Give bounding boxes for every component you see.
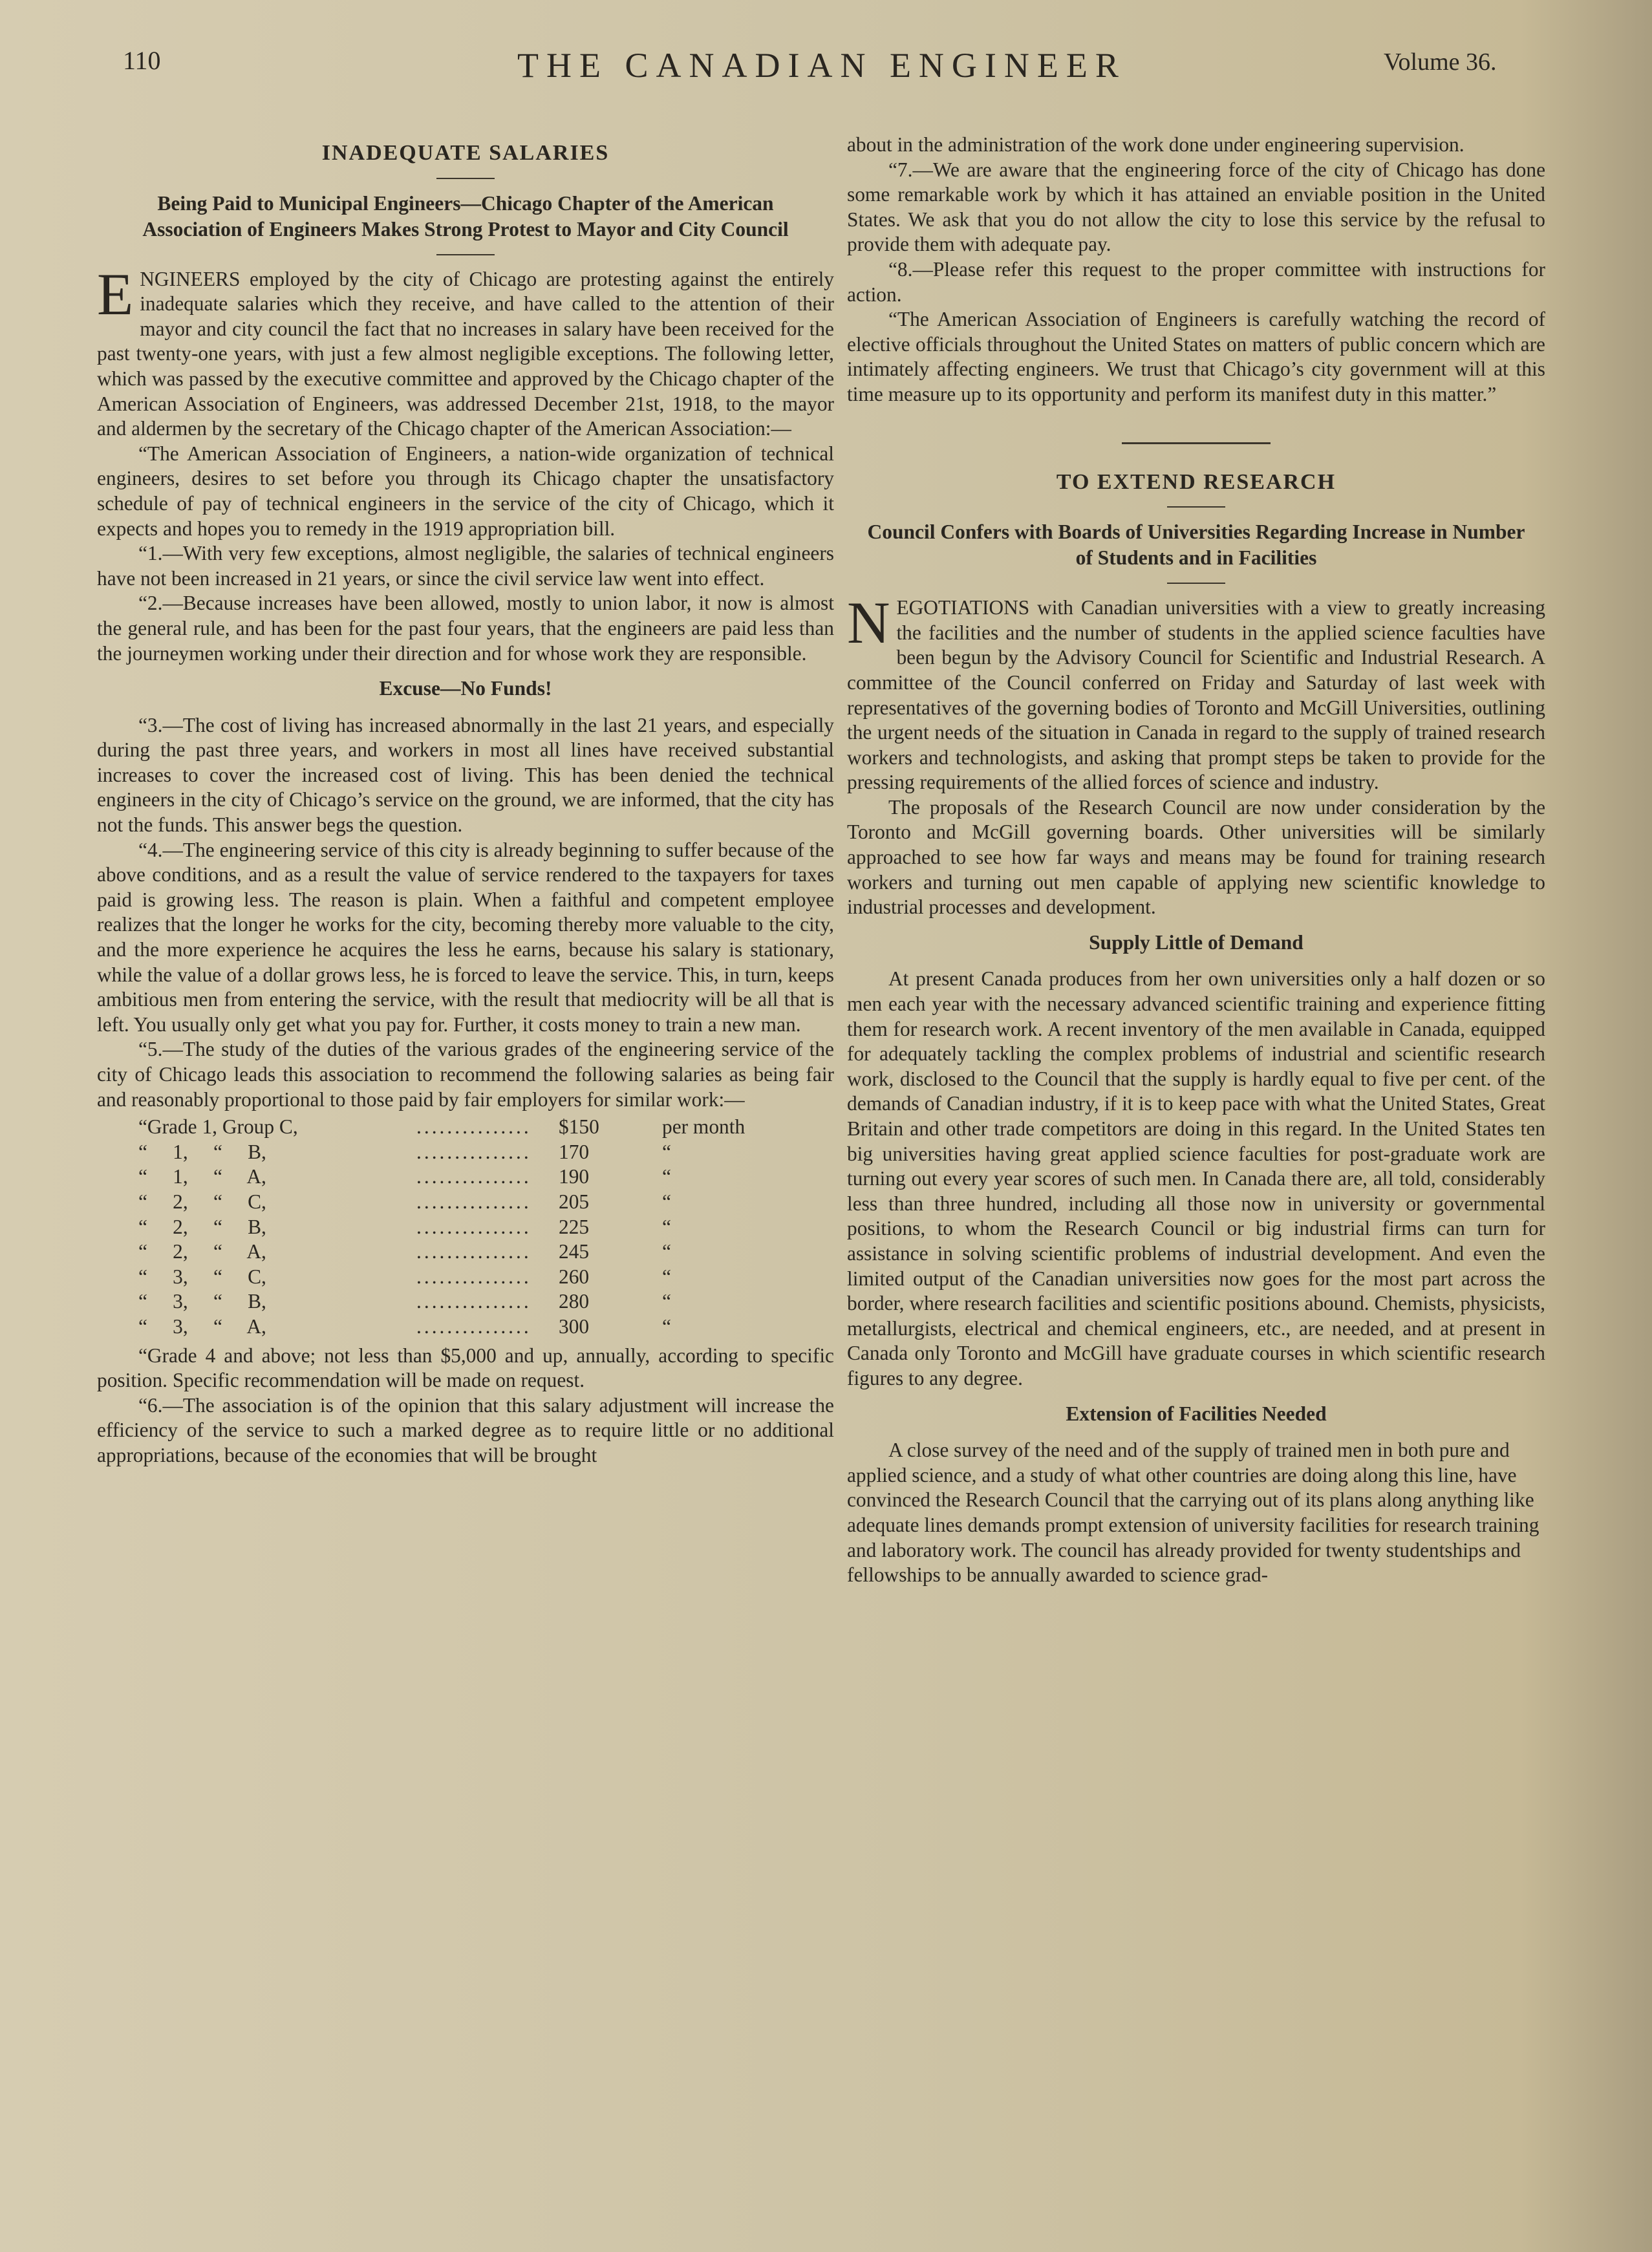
title-rule — [1167, 506, 1225, 508]
article-paragraph: “Grade 4 and above; not less than $5,000 and up, annually, according to specific position. Specific recommendation will be made on request. — [97, 1344, 834, 1392]
amount-cell: 260 — [559, 1265, 590, 1288]
table-row — [97, 1289, 834, 1314]
table-row — [97, 1239, 834, 1265]
unit-cell: “ — [662, 1265, 671, 1288]
article-paragraph — [847, 590, 1545, 795]
grade-cell: “ 2, “ A, — [138, 1240, 266, 1263]
leader-dots: ............... — [416, 1314, 531, 1338]
leader-dots: ............... — [416, 1115, 531, 1139]
article-paragraph: “The American Association of Engineers is carefully watching the record of elective officials throughout the United States on matters of public concern which are intimately affecting engineers. We trust that Chicago’s city government will at this time measure up to its opportunity and perform its manifest duty in this matter.” — [847, 308, 1545, 405]
article-paragraph: “2.—Because increases have been allowed, mostly to union labor, it now is almost the general rule, and has been for the past four years, that the engineers are paid less than the journeymen working under their direction and for whose work they are responsible. — [97, 592, 834, 665]
article-title: TO EXTEND RESEARCH — [1056, 469, 1336, 494]
article-paragraph: “4.—The engineering service of this city is already beginning to suffer because of the above conditions, and as a result the value of service rendered to the taxpayers for taxes paid is growing less. The reason is plain. When a faithful and competent employee realizes that the longer he works for the city, becoming thereby more valuable to the city, and the more experience he acquires the less he earns, because his salary is stationary, while the value of a dollar grows less, he is forced to leave the service. This, in turn, keeps ambitious men from entering the service, with the result that mediocrity will be all that is left. You usually only get what you pay for. Further, it costs money to train a new man. — [97, 838, 834, 1036]
amount-cell: 300 — [559, 1314, 590, 1338]
leader-dots: ............... — [416, 1215, 531, 1238]
right-column — [847, 133, 1545, 1588]
grade-cell: “ 2, “ C, — [138, 1190, 266, 1213]
table-row — [97, 1265, 834, 1290]
grade-cell: “ 3, “ B, — [138, 1290, 266, 1313]
article-paragraph: “The American Association of Engineers, a nation-wide organization of technical engineers, desires to set before you through its Chicago chapter the unsatisfactory schedule of pay of technical engineers in the service of the city of Chicago, which it expects and hopes you to remedy in the 1919 appropriation bill. — [97, 442, 834, 540]
article-paragraph: “8.—Please refer this request to the proper committee with instructions for action. — [847, 257, 1545, 306]
table-row — [97, 1164, 834, 1190]
article-paragraph: The proposals of the Research Council are now under consideration by the Toronto and McGill governing boards. Other universities will be similarly approached to see how far ways and means may be found for training research workers and turning out men capable of applying new scientific knowledge to industrial processes and development. — [847, 795, 1545, 919]
unit-cell: “ — [662, 1240, 671, 1263]
amount-cell: $150 — [559, 1115, 599, 1139]
article-separator — [1122, 442, 1271, 444]
title-rule — [436, 178, 495, 179]
subtitle-rule — [436, 254, 495, 255]
left-column — [97, 129, 834, 1468]
article-paragraph — [97, 261, 834, 442]
article-paragraph: about in the administration of the work done under engineering supervision. — [847, 133, 1464, 156]
grade-cell: “ 2, “ B, — [138, 1215, 266, 1238]
grade-cell: “ 1, “ A, — [138, 1165, 266, 1188]
amount-cell: 245 — [559, 1240, 590, 1263]
section-heading: Excuse—No Funds! — [379, 677, 552, 700]
amount-cell: 170 — [559, 1140, 590, 1163]
article-paragraph: “6.—The association is of the opinion that this salary adjustment will increase the efficiency of the service to such a marked degree as to require little or no additional appropriations, because of the economies that will be brought — [97, 1393, 834, 1466]
unit-cell: “ — [662, 1314, 671, 1338]
amount-cell: 225 — [559, 1215, 590, 1238]
paragraph-text: EGOTIATIONS with Canadian universities with a view to greatly increasing the facilities and the number of students in the applied science faculties have been begun by the Advisory Council for Scientific and Industrial Research. A committee of the Council conferred on Friday and Saturday of last week with representatives of the governing bodies of Toronto and McGill Universities, outlining the urgent needs of the situation in Canada in regard to the supply of trained research workers and technologists, and asking that prompt steps be taken to provide for the pressing requirements of the allied forces of science and industry. — [847, 596, 1545, 794]
leader-dots: ............... — [416, 1190, 531, 1213]
article-paragraph: At present Canada produces from her own universities only a half dozen or so men each year with the necessary advanced scientific training and experience fitting them for research work. A recent inventory of the men available in Canada, equipped for adequately tackling the complex problems of industrial and scientific research work, disclosed to the Council that the supply is hardly equal to five per cent. of the demands of Canadian industry, if it is to keep pace with what the United States, Great Britain and other trade competitors are doing in this regard. In the United States ten big universities having great applied science faculties for post-graduate work are turning out every year scores of such men. In Canada there are, all told, considerably less than three hundred, including all those now in university or governmental positions, to whom the Research Council or big industrial firms can turn for assistance in solving scientific problems of industrial development. And even the limited output of the Canadian universities now goes for the most part across the border, where research facilities and scientific positions abound. Chemists, physicists, metallurgists, electrical and chemical engineers, etc., are needed, and at present in Canada only Toronto and McGill have graduate courses in which scientific research figures to any degree. — [847, 967, 1545, 1389]
amount-cell: 280 — [559, 1290, 590, 1313]
unit-cell: “ — [662, 1290, 671, 1313]
table-row — [97, 1215, 834, 1240]
unit-cell: per month — [662, 1115, 746, 1139]
article-title: INADEQUATE SALARIES — [321, 141, 610, 165]
article-paragraph: “7.—We are aware that the engineering force of the city of Chicago has done some remarkable work by which it has attained an enviable position in the United States. We ask that you do not allow the city to lose this service by the refusal to provide them with adequate pay. — [847, 158, 1545, 256]
table-row — [97, 1115, 834, 1140]
leader-dots: ............... — [416, 1265, 531, 1288]
grade-cell: “ 1, “ B, — [138, 1140, 266, 1163]
leader-dots: ............... — [416, 1140, 531, 1163]
grade-cell: “Grade 1, Group C, — [138, 1115, 298, 1139]
article-subtitle: Being Paid to Municipal Engineers—Chicago Chapter of the American Association of Engineers Makes Strong Protest to Mayor and City Council — [142, 191, 789, 241]
drop-cap: N — [847, 590, 890, 656]
unit-cell: “ — [662, 1215, 671, 1238]
section-heading: Extension of Facilities Needed — [1066, 1402, 1327, 1425]
section-heading: Supply Little of Demand — [1089, 930, 1303, 954]
amount-cell: 205 — [559, 1190, 590, 1213]
volume-label: Volume 36. — [1384, 48, 1497, 76]
table-row — [97, 1190, 834, 1215]
page-number: 110 — [123, 46, 161, 75]
leader-dots: ............... — [416, 1290, 531, 1313]
journal-title: THE CANADIAN ENGINEER — [517, 46, 1126, 85]
grade-cell: “ 3, “ A, — [138, 1314, 266, 1338]
table-row — [97, 1314, 834, 1340]
salary-table — [97, 1115, 834, 1339]
unit-cell: “ — [662, 1140, 671, 1163]
unit-cell: “ — [662, 1190, 671, 1213]
article-paragraph: “3.—The cost of living has increased abnormally in the last 21 years, and especially during the past three years, and workers in most all lines have received substantial increases to cover the increased cost of living. This has been denied the technical engineers in the city of Chicago’s service on the ground, we are informed, that the city has not the funds. This answer begs the question. — [97, 713, 834, 837]
table-row — [97, 1140, 834, 1165]
subtitle-rule — [1167, 583, 1225, 584]
grade-cell: “ 3, “ C, — [138, 1265, 266, 1288]
article-paragraph: A close survey of the need and of the supply of trained men in both pure and applied science, and a study of what other countries are doing along this line, have convinced the Research Council that the carrying out of its plans along anything like adequate lines demands prompt extension of university facilities for research training and laboratory work. The council has already provided for twenty studentships and fellowships to be annually awarded to science grad- — [847, 1439, 1539, 1587]
leader-dots: ............... — [416, 1165, 531, 1188]
leader-dots: ............... — [416, 1240, 531, 1263]
unit-cell: “ — [662, 1165, 671, 1188]
article-paragraph: “5.—The study of the duties of the various grades of the engineering service of the city of Chicago leads this association to recommend the following salaries as being fair and reasonably proportional to those paid by fair employers for similar work:— — [97, 1038, 834, 1111]
amount-cell: 190 — [559, 1165, 590, 1188]
article-paragraph: “1.—With very few exceptions, almost negligible, the salaries of technical engineers have not been increased in 21 years, or since the civil service law went into effect. — [97, 542, 834, 590]
paragraph-text: NGINEERS employed by the city of Chicago are protesting against the entirely inadequate salaries which they receive, and have called to the attention of their mayor and city council the fact that no increases in salary have been received for the past twenty-one years, with just a few almost negligible exceptions. The following letter, which was passed by the executive committee and approved by the Chicago chapter of the American Association of Engineers, was addressed December 21st, 1918, to the mayor and aldermen by the secretary of the Chicago chapter of the American Association:— — [97, 267, 834, 440]
article-subtitle: Council Confers with Boards of Universities Regarding Increase in Number of Students and in Facilities — [867, 520, 1525, 570]
drop-cap: E — [97, 261, 134, 327]
